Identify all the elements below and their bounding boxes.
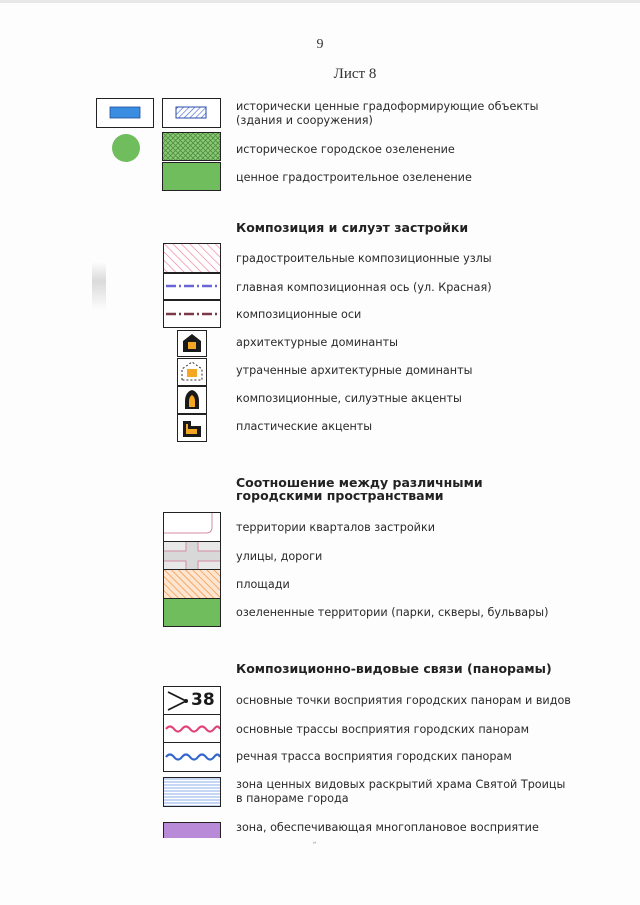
section-heading: Композиционно-видовые связи (панорамы) [236,661,552,676]
section-heading: Соотношение между различными городскими пространствами [236,475,483,503]
page-number: 9 [316,37,324,52]
house-dominant-icon [177,330,207,357]
green-circle-symbol [112,134,140,162]
orange-hatch-symbol [163,569,221,599]
green-crosshatch-symbol [162,132,221,161]
green-area-symbol [163,598,221,627]
legend-label: историческое городское озеленение [236,143,455,156]
legend-label: главная композиционная ось (ул. Красная) [236,281,492,294]
legend-label: градостроительные композиционные узлы [236,252,492,265]
blue-wave-symbol [163,742,221,772]
viewpoint-badge: 38 [191,690,215,710]
legend-label: композиционные оси [236,308,362,321]
scan-smudge [92,262,106,310]
lost-dominant-icon [177,358,207,386]
blue-rectangle-symbol [96,98,154,128]
street-cross-symbol [163,541,221,571]
legend-label: озелененные территории (парки, скверы, бульвары) [236,606,549,619]
brown-dashdot-line-symbol [163,300,221,328]
legend-label: композиционные, силуэтные акценты [236,392,462,405]
legend-label: площади [236,578,290,591]
bell-accent-icon [177,386,207,414]
top-edge [0,0,640,3]
green-fill-symbol [162,162,221,191]
legend-label: утраченные архитектурные доминанты [236,364,473,377]
plastic-accent-icon [177,414,207,442]
blue-lines-zone-symbol [163,777,221,807]
section-heading: Композиция и силуэт застройки [236,220,469,235]
legend-label: территории кварталов застройки [236,521,435,534]
blue-dashdot-line-symbol [163,273,221,300]
legend-label: основные трассы восприятия городских панорам [236,723,530,736]
legend-label: основные точки восприятия городских панорам и видов [236,694,571,707]
purple-zone-symbol [163,822,221,838]
legend-label: исторически ценные градоформирующие объекты (здания и сооружения) [236,100,539,127]
legend-label: пластические акценты [236,420,373,433]
page-mark: ˝ [312,842,317,852]
sheet-title: Лист 8 [333,66,377,82]
hatched-rectangle-symbol [162,98,221,128]
legend-label: зона, обеспечивающая многоплановое восприятие [236,821,539,834]
pink-wave-symbol [163,714,221,744]
legend-label: речная трасса восприятия городских панорам [236,750,512,763]
legend-label: ценное градостроительное озеленение [236,171,472,184]
legend-label: архитектурные доминанты [236,336,398,349]
pink-hatch-symbol [163,243,221,273]
legend-label: улицы, дороги [236,550,323,563]
block-territory-symbol [163,512,221,542]
legend-label: зона ценных видовых раскрытий храма Святой Троицы в панораме города [236,778,566,805]
